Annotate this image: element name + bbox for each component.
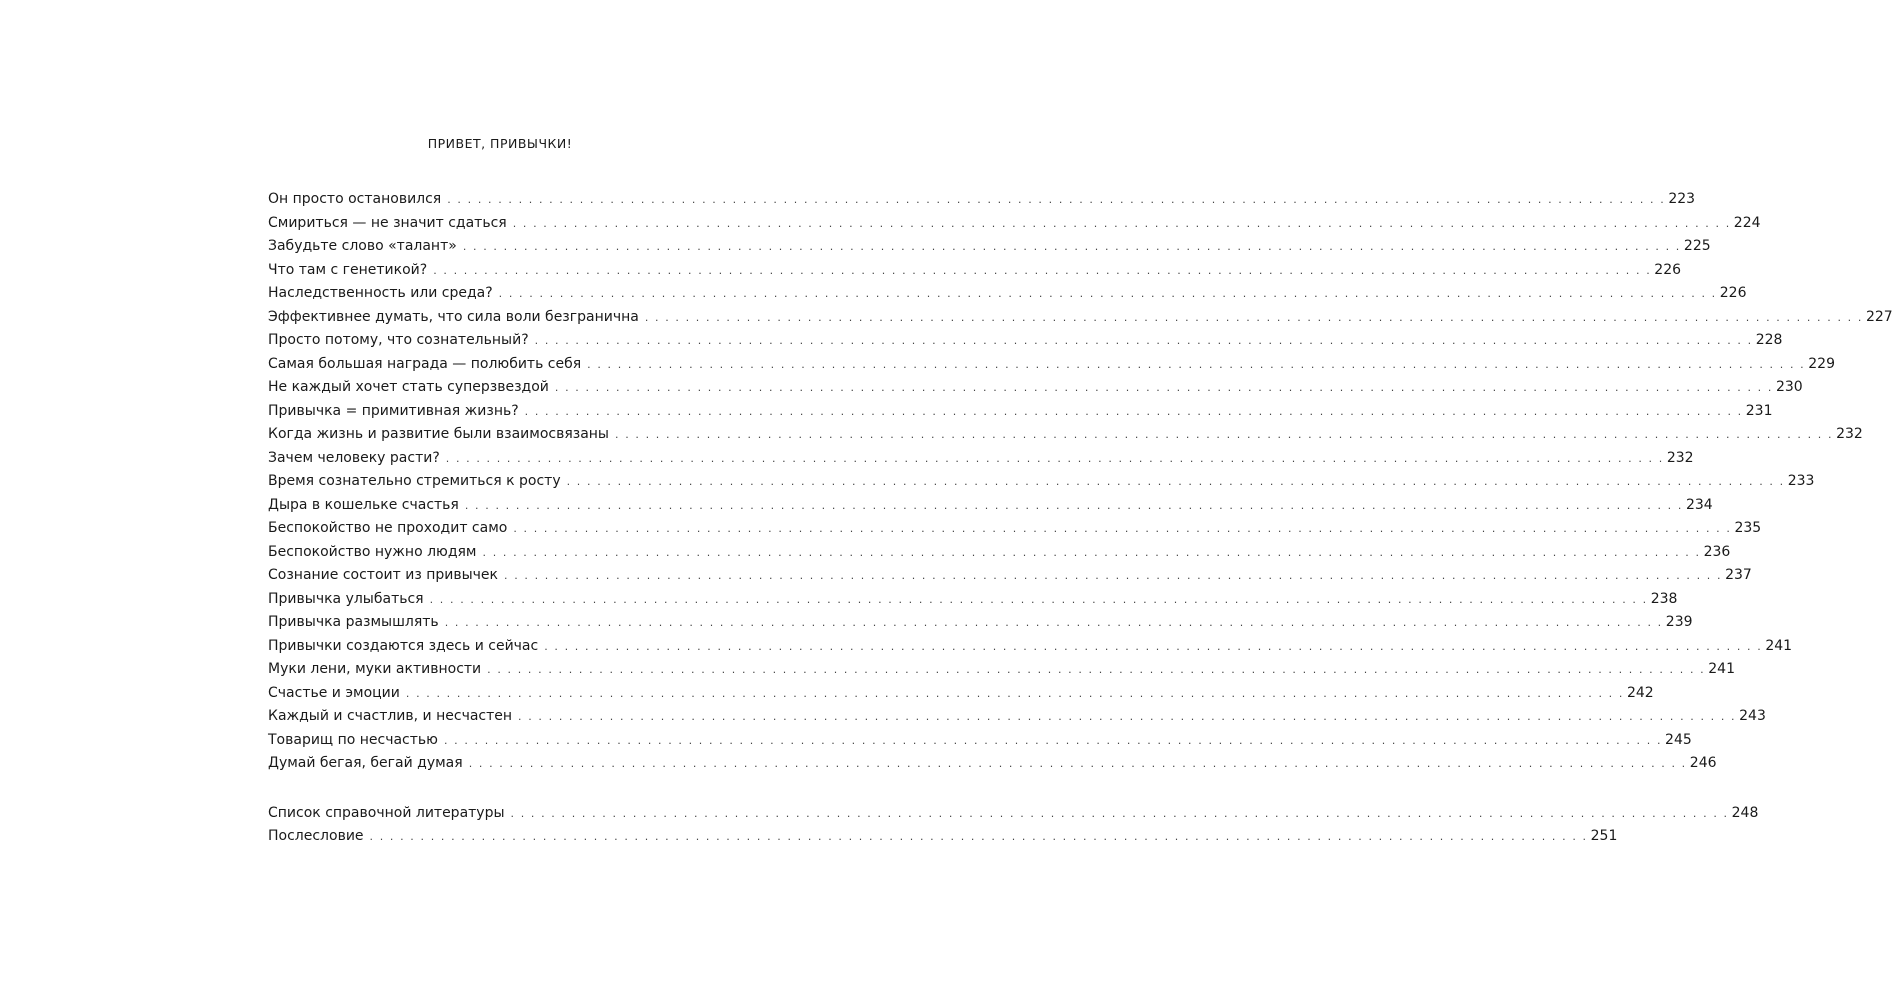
toc-dot-leader: . . . . . . . . . . . . . . . . . . . . . . . . . . . . . . . . . . . . . . . . . . . . . . . . . . . . . . . . . . . . . . . . . . . . . . . . . . . . . . . . . . . . . . . . . . . . . . . . . . . . . . . . . . . . . . . . . . . . . . . . [369,830,1588,843]
toc-dot-leader: . . . . . . . . . . . . . . . . . . . . . . . . . . . . . . . . . . . . . . . . . . . . . . . . . . . . . . . . . . . . . . . . . . . . . . . . . . . . . . . . . . . . . . . . . . . . . . . . . . . . . . . . . . . . . . . . . . . . . . . . [445,451,1664,465]
toc-entry-page-number: 245 [1665,731,1692,748]
toc-dot-leader: . . . . . . . . . . . . . . . . . . . . . . . . . . . . . . . . . . . . . . . . . . . . . . . . . . . . . . . . . . . . . . . . . . . . . . . . . . . . . . . . . . . . . . . . . . . . . . . . . . . . . . . . . . . . . . . . . . . . . . . . [443,733,1663,747]
toc-entry-page-number: 225 [1683,238,1711,254]
toc-entry-page-number: 241 [1765,637,1793,654]
toc-dot-leader: . . . . . . . . . . . . . . . . . . . . . . . . . . . . . . . . . . . . . . . . . . . . . . . . . . . . . . . . . . . . . . . . . . . . . . . . . . . . . . . . . . . . . . . . . . . . . . . . . . . . . . . . . . . . . . . . . . . . . . . . [405,686,1624,700]
toc-entry [268,494,1713,518]
toc-entry-page-number: 228 [1755,332,1783,348]
toc-dot-leader: . . . . . . . . . . . . . . . . . . . . . . . . . . . . . . . . . . . . . . . . . . . . . . . . . . . . . . . . . . . . . . . . . . . . . . . . . . . . . . . . . . . . . . . . . . . . . . . . . . . . . . . . . . . . . . . . . . . . . . . . [554,381,1773,394]
toc-entry-page-number: 251 [1590,828,1618,844]
toc-entry-page-number: 241 [1708,661,1735,677]
toc-entry [268,541,1731,565]
toc-entry-page-number: 223 [1668,191,1696,207]
toc-entry-page-number: 227 [1865,308,1893,325]
toc-entry-title: Послесловие [268,828,364,844]
toc-entry [268,353,1835,377]
toc-entry-title: Счастье и эмоции [268,684,400,701]
toc-entry-page-number: 226 [1719,285,1747,301]
toc-dot-leader: . . . . . . . . . . . . . . . . . . . . . . . . . . . . . . . . . . . . . . . . . . . . . . . . . . . . . . . . . . . . . . . . . . . . . . . . . . . . . . . . . . . . . . . . . . . . . . . . . . . . . . . . . . . . . . . . . . . . . . . . [504,569,1723,582]
toc-entry-title: Самая большая награда — полюбить себя [268,355,582,372]
table-of-contents [268,188,1893,849]
toc-entry [268,282,1747,306]
toc-entry [268,376,1803,400]
toc-dot-leader: . . . . . . . . . . . . . . . . . . . . . . . . . . . . . . . . . . . . . . . . . . . . . . . . . . . . . . . . . . . . . . . . . . . . . . . . . . . . . . . . . . . . . . . . . . . . . . . . . . . . . . . . . . . . . . . . . . . . . . . . [433,263,1652,277]
toc-entry [268,306,1893,330]
toc-entry-title: Он просто остановился [268,191,442,207]
toc-entry-title: Муки лени, муки активности [268,661,482,677]
toc-entry-page-number: 231 [1745,402,1773,419]
toc-main-list [268,188,1893,776]
toc-entry [268,635,1793,659]
toc-entry [268,517,1762,541]
toc-entry-page-number: 230 [1775,379,1803,395]
toc-entry-page-number: 233 [1787,473,1815,489]
toc-entry-title: Товарищ по несчастью [268,731,438,748]
toc-section-gap [268,776,738,802]
toc-entry-title: Привычки создаются здесь и сейчас [268,637,539,654]
toc-entry-page-number: 232 [1666,449,1694,466]
toc-dot-leader: . . . . . . . . . . . . . . . . . . . . . . . . . . . . . . . . . . . . . . . . . . . . . . . . . . . . . . . . . . . . . . . . . . . . . . . . . . . . . . . . . . . . . . . . . . . . . . . . . . . . . . . . . . . . . . . . . . . . . . . . [513,522,1732,535]
toc-dot-leader: . . . . . . . . . . . . . . . . . . . . . . . . . . . . . . . . . . . . . . . . . . . . . . . . . . . . . . . . . . . . . . . . . . . . . . . . . . . . . . . . . . . . . . . . . . . . . . . . . . . . . . . . . . . . . . . . . . . . . . . . [644,310,1863,324]
toc-entry-title: Эффективнее думать, что сила воли безгранична [268,308,639,325]
toc-dot-leader: . . . . . . . . . . . . . . . . . . . . . . . . . . . . . . . . . . . . . . . . . . . . . . . . . . . . . . . . . . . . . . . . . . . . . . . . . . . . . . . . . . . . . . . . . . . . . . . . . . . . . . . . . . . . . . . . . . . . . . . . [524,404,1743,418]
toc-entry-title: Просто потому, что сознательный? [268,332,529,348]
toc-dot-leader: . . . . . . . . . . . . . . . . . . . . . . . . . . . . . . . . . . . . . . . . . . . . . . . . . . . . . . . . . . . . . . . . . . . . . . . . . . . . . . . . . . . . . . . . . . . . . . . . . . . . . . . . . . . . . . . . . . . . . . . . [498,287,1717,300]
toc-dot-leader: . . . . . . . . . . . . . . . . . . . . . . . . . . . . . . . . . . . . . . . . . . . . . . . . . . . . . . . . . . . . . . . . . . . . . . . . . . . . . . . . . . . . . . . . . . . . . . . . . . . . . . . . . . . . . . . . . . . . . . . . [429,592,1648,606]
toc-dot-leader: . . . . . . . . . . . . . . . . . . . . . . . . . . . . . . . . . . . . . . . . . . . . . . . . . . . . . . . . . . . . . . . . . . . . . . . . . . . . . . . . . . . . . . . . . . . . . . . . . . . . . . . . . . . . . . . . . . . . . . . . [587,357,1806,371]
toc-entry-title: Привычка улыбаться [268,590,424,607]
toc-entry-title: Забудьте слово «талант» [268,238,457,254]
toc-entry-page-number: 234 [1685,496,1713,513]
toc-entry-page-number: 237 [1725,567,1752,583]
toc-entry [268,825,1618,849]
toc-dot-leader: . . . . . . . . . . . . . . . . . . . . . . . . . . . . . . . . . . . . . . . . . . . . . . . . . . . . . . . . . . . . . . . . . . . . . . . . . . . . . . . . . . . . . . . . . . . . . . . . . . . . . . . . . . . . . . . . . . . . . . . . [487,663,1706,676]
toc-entry [268,212,1761,236]
toc-entry-page-number: 232 [1836,426,1863,442]
toc-entry-page-number: 226 [1654,261,1682,278]
toc-entry-page-number: 242 [1626,684,1654,701]
toc-entry [268,447,1694,471]
toc-entry-title: Время сознательно стремиться к росту [268,473,561,489]
toc-entry [268,259,1682,283]
toc-entry-page-number: 235 [1734,520,1762,536]
toc-dot-leader: . . . . . . . . . . . . . . . . . . . . . . . . . . . . . . . . . . . . . . . . . . . . . . . . . . . . . . . . . . . . . . . . . . . . . . . . . . . . . . . . . . . . . . . . . . . . . . . . . . . . . . . . . . . . . . . . . . . . . . . . [512,216,1731,230]
toc-entry [268,729,1692,753]
toc-dot-leader: . . . . . . . . . . . . . . . . . . . . . . . . . . . . . . . . . . . . . . . . . . . . . . . . . . . . . . . . . . . . . . . . . . . . . . . . . . . . . . . . . . . . . . . . . . . . . . . . . . . . . . . . . . . . . . . . . . . . . . . . [615,428,1834,441]
toc-entry-title: Сознание состоит из привычек [268,567,498,583]
toc-entry-title: Смириться — не значит сдаться [268,214,507,231]
toc-entry-page-number: 248 [1731,804,1759,821]
toc-entry-page-number: 239 [1665,614,1693,630]
toc-entry [268,564,1752,588]
toc-entry-page-number: 224 [1733,214,1761,231]
toc-entry [268,188,1696,212]
toc-entry-title: Привычка размышлять [268,614,439,630]
toc-entry [268,235,1711,259]
toc-entry [268,400,1773,424]
toc-entry-title: Беспокойство не проходит само [268,520,508,536]
toc-dot-leader: . . . . . . . . . . . . . . . . . . . . . . . . . . . . . . . . . . . . . . . . . . . . . . . . . . . . . . . . . . . . . . . . . . . . . . . . . . . . . . . . . . . . . . . . . . . . . . . . . . . . . . . . . . . . . . . . . . . . . . . . [468,757,1687,770]
toc-entry-title: Когда жизнь и развитие были взаимосвязаны [268,426,609,442]
toc-dot-leader: . . . . . . . . . . . . . . . . . . . . . . . . . . . . . . . . . . . . . . . . . . . . . . . . . . . . . . . . . . . . . . . . . . . . . . . . . . . . . . . . . . . . . . . . . . . . . . . . . . . . . . . . . . . . . . . . . . . . . . . . [447,193,1666,206]
toc-entry-title: Не каждый хочет стать суперзвездой [268,379,549,395]
toc-dot-leader: . . . . . . . . . . . . . . . . . . . . . . . . . . . . . . . . . . . . . . . . . . . . . . . . . . . . . . . . . . . . . . . . . . . . . . . . . . . . . . . . . . . . . . . . . . . . . . . . . . . . . . . . . . . . . . . . . . . . . . . . [544,639,1763,653]
toc-entry-title: Думай бегая, бегай думая [268,755,463,771]
toc-entry-title: Привычка = примитивная жизнь? [268,402,519,419]
toc-entry-title: Зачем человеку расти? [268,449,440,466]
toc-dot-leader: . . . . . . . . . . . . . . . . . . . . . . . . . . . . . . . . . . . . . . . . . . . . . . . . . . . . . . . . . . . . . . . . . . . . . . . . . . . . . . . . . . . . . . . . . . . . . . . . . . . . . . . . . . . . . . . . . . . . . . . . [510,806,1729,820]
toc-entry-title: Список справочной литературы [268,804,505,821]
toc-entry [268,802,1759,826]
toc-entry-title: Что там с генетикой? [268,261,428,278]
toc-entry-page-number: 238 [1650,590,1678,607]
running-header: ПРИВЕТ, ПРИВЫЧКИ! [427,136,573,151]
toc-dot-leader: . . . . . . . . . . . . . . . . . . . . . . . . . . . . . . . . . . . . . . . . . . . . . . . . . . . . . . . . . . . . . . . . . . . . . . . . . . . . . . . . . . . . . . . . . . . . . . . . . . . . . . . . . . . . . . . . . . . . . . . . [462,240,1681,253]
toc-entry-page-number: 246 [1689,755,1717,771]
toc-dot-leader: . . . . . . . . . . . . . . . . . . . . . . . . . . . . . . . . . . . . . . . . . . . . . . . . . . . . . . . . . . . . . . . . . . . . . . . . . . . . . . . . . . . . . . . . . . . . . . . . . . . . . . . . . . . . . . . . . . . . . . . . [534,334,1753,347]
toc-entry [268,329,1783,353]
toc-entry [268,611,1693,635]
toc-entry [268,682,1654,706]
toc-entry-title: Беспокойство нужно людям [268,543,477,560]
toc-end-list [268,802,1759,849]
toc-entry-title: Наследственность или среда? [268,285,493,301]
toc-dot-leader: . . . . . . . . . . . . . . . . . . . . . . . . . . . . . . . . . . . . . . . . . . . . . . . . . . . . . . . . . . . . . . . . . . . . . . . . . . . . . . . . . . . . . . . . . . . . . . . . . . . . . . . . . . . . . . . . . . . . . . . . [482,545,1701,559]
toc-dot-leader: . . . . . . . . . . . . . . . . . . . . . . . . . . . . . . . . . . . . . . . . . . . . . . . . . . . . . . . . . . . . . . . . . . . . . . . . . . . . . . . . . . . . . . . . . . . . . . . . . . . . . . . . . . . . . . . . . . . . . . . . [518,710,1737,723]
toc-entry-title: Дыра в кошельке счастья [268,496,459,513]
toc-entry [268,423,1863,447]
toc-entry [268,470,1815,494]
toc-dot-leader: . . . . . . . . . . . . . . . . . . . . . . . . . . . . . . . . . . . . . . . . . . . . . . . . . . . . . . . . . . . . . . . . . . . . . . . . . . . . . . . . . . . . . . . . . . . . . . . . . . . . . . . . . . . . . . . . . . . . . . . . [464,498,1683,512]
toc-entry-page-number: 236 [1703,543,1731,560]
toc-dot-leader: . . . . . . . . . . . . . . . . . . . . . . . . . . . . . . . . . . . . . . . . . . . . . . . . . . . . . . . . . . . . . . . . . . . . . . . . . . . . . . . . . . . . . . . . . . . . . . . . . . . . . . . . . . . . . . . . . . . . . . . . [444,616,1663,629]
toc-dot-leader: . . . . . . . . . . . . . . . . . . . . . . . . . . . . . . . . . . . . . . . . . . . . . . . . . . . . . . . . . . . . . . . . . . . . . . . . . . . . . . . . . . . . . . . . . . . . . . . . . . . . . . . . . . . . . . . . . . . . . . . . [566,475,1785,488]
toc-entry-page-number: 243 [1739,708,1766,724]
toc-entry-title: Каждый и счастлив, и несчастен [268,708,513,724]
toc-entry-page-number: 229 [1808,355,1835,372]
toc-entry [268,752,1717,776]
toc-entry [268,658,1735,682]
toc-entry [268,588,1678,612]
toc-entry [268,705,1766,729]
